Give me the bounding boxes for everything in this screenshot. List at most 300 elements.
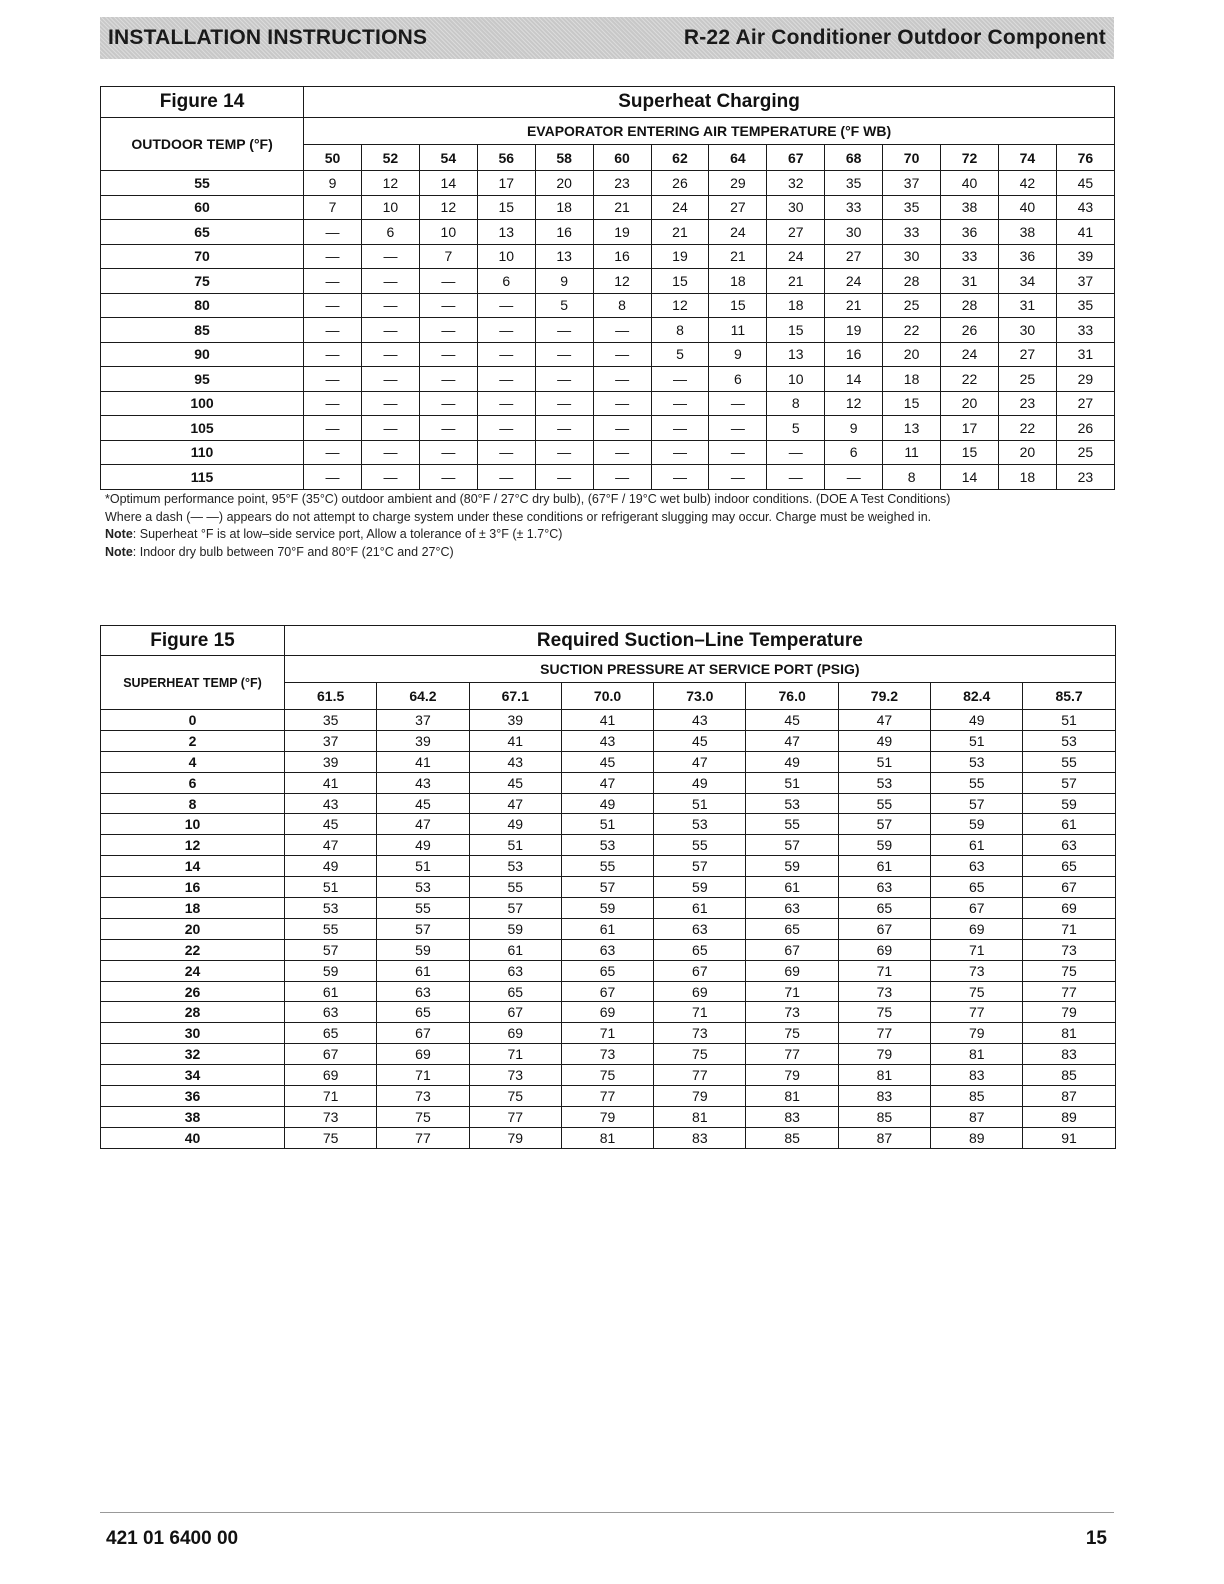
table-cell: 77 [1023,981,1115,1002]
table-row [101,751,1116,772]
table-cell: 51 [561,814,653,835]
table-cell: — [477,367,535,392]
table-cell: 85 [838,1106,930,1127]
row-label: 115 [101,465,304,490]
table-cell: 27 [709,195,767,220]
table-cell: 12 [593,269,651,294]
figure-14-notes [105,491,1105,561]
table-cell: — [304,293,362,318]
page-number: 15 [1085,1528,1107,1549]
table-cell: 79 [469,1127,561,1148]
table-cell: 59 [838,835,930,856]
row-label: 12 [101,835,285,856]
table-cell: 73 [285,1106,377,1127]
column-header: 58 [535,145,593,171]
table-cell: — [304,244,362,269]
table-cell: 21 [651,220,709,245]
table-cell: 40 [941,171,999,196]
table-cell: 13 [767,342,825,367]
table-cell: — [709,440,767,465]
table-cell: 45 [561,751,653,772]
table-cell: — [304,367,362,392]
column-header: 67.1 [469,683,561,710]
row-label: 32 [101,1044,285,1065]
table-cell: — [709,465,767,490]
table-row [101,318,1115,343]
table-cell: 27 [1056,391,1114,416]
table-cell: 73 [1023,939,1115,960]
table-cell: 89 [1023,1106,1115,1127]
table-cell: 5 [767,416,825,441]
table-cell: — [593,318,651,343]
table-cell: 18 [998,465,1056,490]
table-cell: — [361,293,419,318]
table-cell: 49 [931,710,1023,731]
row-label: 38 [101,1106,285,1127]
table-row [101,730,1116,751]
table-cell: 55 [469,877,561,898]
table-cell: 51 [931,730,1023,751]
table-cell: 23 [593,171,651,196]
table-cell: 83 [838,1086,930,1107]
table-cell: — [361,318,419,343]
row-label: 30 [101,1023,285,1044]
table-cell: — [419,465,477,490]
table-cell: 55 [746,814,838,835]
table-cell: — [709,416,767,441]
table-cell: — [535,318,593,343]
column-header: 67 [767,145,825,171]
table-cell: — [477,465,535,490]
table-cell: 31 [998,293,1056,318]
table-cell: — [477,342,535,367]
table-cell: 6 [709,367,767,392]
table-cell: — [825,465,883,490]
table-cell: 85 [931,1086,1023,1107]
column-header: 61.5 [285,683,377,710]
table-cell: 7 [304,195,362,220]
row-label: 80 [101,293,304,318]
row-label: 95 [101,367,304,392]
table-cell: 71 [285,1086,377,1107]
table-cell: 73 [746,1002,838,1023]
table-cell: 63 [561,939,653,960]
table-cell: 24 [651,195,709,220]
table-cell: 10 [361,195,419,220]
table-cell: — [651,465,709,490]
table-cell: — [593,342,651,367]
row-label: 55 [101,171,304,196]
table-cell: 83 [746,1106,838,1127]
row-label: 110 [101,440,304,465]
table-cell: — [304,318,362,343]
table-cell: 75 [1023,960,1115,981]
table-cell: 63 [931,856,1023,877]
table-cell: 41 [377,751,469,772]
table-cell: 69 [838,939,930,960]
table-cell: 53 [931,751,1023,772]
table-cell: 69 [469,1023,561,1044]
table-row [101,465,1115,490]
table-cell: 21 [709,244,767,269]
row-label: 22 [101,939,285,960]
table-cell: 45 [1056,171,1114,196]
table-cell: 51 [1023,710,1115,731]
table-cell: 22 [941,367,999,392]
table-cell: 71 [377,1065,469,1086]
table-cell: 24 [767,244,825,269]
table-cell: — [361,416,419,441]
table-cell: — [767,440,825,465]
table-row [101,1106,1116,1127]
table-cell: 75 [838,1002,930,1023]
table-cell: 6 [825,440,883,465]
table-cell: 8 [593,293,651,318]
table-row [101,171,1115,196]
table-cell: 51 [746,772,838,793]
table-cell: 61 [838,856,930,877]
table-cell: — [593,367,651,392]
table-cell: — [477,440,535,465]
table-cell: 65 [838,898,930,919]
table-cell: 43 [654,710,746,731]
table-cell: 10 [419,220,477,245]
table-cell: 20 [883,342,941,367]
table-cell: 81 [561,1127,653,1148]
table-cell: 59 [469,918,561,939]
note-optimum-point: *Optimum performance point, 95°F (35°C) outdoor ambient and (80°F / 27°C dry bulb), (67°F / 19°C wet bulb) indoor conditions. (DOE A Test Conditions) [105,492,951,506]
row-label: 34 [101,1065,285,1086]
table-row [101,440,1115,465]
table-cell: 32 [767,171,825,196]
table-cell: 20 [941,391,999,416]
table-row [101,981,1116,1002]
row-label: 40 [101,1127,285,1148]
table-cell: 59 [1023,793,1115,814]
table-cell: 71 [1023,918,1115,939]
table-cell: 65 [561,960,653,981]
table-cell: 89 [931,1127,1023,1148]
table-cell: 83 [931,1065,1023,1086]
table-cell: 73 [469,1065,561,1086]
table-cell: 55 [561,856,653,877]
table-cell: 53 [654,814,746,835]
table-row [101,269,1115,294]
table-cell: 61 [654,898,746,919]
note-dash-warning: Where a dash (— —) appears do not attempt to charge system under these conditions or refrigerant slugging may occur. Charge must be weighed in. [105,509,932,524]
column-header: 85.7 [1023,683,1115,710]
table-cell: 33 [941,244,999,269]
table-cell: — [709,391,767,416]
table-cell: 81 [654,1106,746,1127]
table-cell: 77 [377,1127,469,1148]
table-cell: 63 [746,898,838,919]
table-cell: 53 [561,835,653,856]
table-cell: 63 [654,918,746,939]
column-header: 72 [941,145,999,171]
table-cell: 57 [377,918,469,939]
table-row [101,793,1116,814]
table-cell: 71 [469,1044,561,1065]
note-label: Note [105,544,133,559]
table-cell: 65 [746,918,838,939]
table-cell: 67 [285,1044,377,1065]
table-cell: 28 [941,293,999,318]
table-cell: 16 [535,220,593,245]
table-cell: 79 [1023,1002,1115,1023]
table-cell: — [535,342,593,367]
table-cell: 49 [746,751,838,772]
table-cell: 55 [654,835,746,856]
table-cell: 27 [998,342,1056,367]
table-cell: 45 [469,772,561,793]
table-cell: — [361,342,419,367]
table-cell: 38 [941,195,999,220]
table-cell: — [593,391,651,416]
table-row [101,342,1115,367]
table-cell: 81 [1023,1023,1115,1044]
table-cell: 75 [561,1065,653,1086]
column-header: 56 [477,145,535,171]
table-cell: 67 [377,1023,469,1044]
table-cell: — [651,416,709,441]
table-cell: — [304,416,362,441]
table-cell: 53 [746,793,838,814]
table-row [101,960,1116,981]
column-header: 64 [709,145,767,171]
table-cell: — [593,465,651,490]
table-cell: 91 [1023,1127,1115,1148]
table-cell: 47 [377,814,469,835]
column-header: 79.2 [838,683,930,710]
table-cell: — [304,220,362,245]
header-left-title: INSTALLATION INSTRUCTIONS [108,26,428,49]
row-label: 18 [101,898,285,919]
table-cell: 10 [767,367,825,392]
table-cell: 85 [1023,1065,1115,1086]
table-cell: 45 [377,793,469,814]
table-cell: 49 [377,835,469,856]
table-cell: 51 [285,877,377,898]
table-cell: 37 [377,710,469,731]
table-row [101,1065,1116,1086]
table-cell: 63 [377,981,469,1002]
table-cell: 15 [477,195,535,220]
table-cell: 36 [941,220,999,245]
table-row [101,814,1116,835]
page-header-banner [100,17,1114,59]
table-cell: 19 [651,244,709,269]
table-cell: 37 [883,171,941,196]
table-cell: 47 [285,835,377,856]
table-cell: 15 [709,293,767,318]
table-cell: 37 [285,730,377,751]
table-cell: 14 [419,171,477,196]
column-header: 73.0 [654,683,746,710]
figure-14-title: Superheat Charging [304,87,1115,118]
table-cell: 81 [931,1044,1023,1065]
table-cell: — [419,342,477,367]
table-cell: 24 [825,269,883,294]
table-cell: — [593,440,651,465]
table-cell: 22 [998,416,1056,441]
table-row [101,367,1115,392]
table-cell: 63 [1023,835,1115,856]
figure-15-label: Figure 15 [101,626,285,656]
table-cell: 21 [825,293,883,318]
table-cell: 75 [377,1106,469,1127]
table-cell: 49 [654,772,746,793]
table-cell: 87 [931,1106,1023,1127]
table-cell: 18 [883,367,941,392]
table-row [101,856,1116,877]
table-cell: 42 [998,171,1056,196]
table-cell: 21 [593,195,651,220]
table-cell: 55 [285,918,377,939]
table-cell: 71 [931,939,1023,960]
table-cell: 30 [825,220,883,245]
row-label: 60 [101,195,304,220]
table-cell: 57 [654,856,746,877]
table-cell: — [419,416,477,441]
table-cell: 35 [285,710,377,731]
table-cell: 81 [838,1065,930,1086]
table-cell: 39 [1056,244,1114,269]
table-cell: 67 [561,981,653,1002]
table-cell: 43 [377,772,469,793]
table-cell: 77 [838,1023,930,1044]
table-cell: 16 [593,244,651,269]
table-cell: 26 [1056,416,1114,441]
table-cell: 35 [1056,293,1114,318]
table-cell: — [419,367,477,392]
table-cell: 20 [535,171,593,196]
row-label: 100 [101,391,304,416]
table-row [101,939,1116,960]
table-cell: 75 [746,1023,838,1044]
table-cell: 83 [1023,1044,1115,1065]
table-row [101,898,1116,919]
table-cell: 79 [838,1044,930,1065]
table-cell: 55 [377,898,469,919]
table-cell: 16 [825,342,883,367]
table-cell: 77 [746,1044,838,1065]
table-cell: 22 [883,318,941,343]
table-cell: 29 [709,171,767,196]
column-header: 76 [1056,145,1114,171]
table-cell: 9 [709,342,767,367]
table-cell: 75 [285,1127,377,1148]
table-cell: 43 [469,751,561,772]
footer-divider [100,1512,1114,1513]
table-cell: 59 [285,960,377,981]
table-cell: 15 [767,318,825,343]
table-cell: 24 [709,220,767,245]
table-cell: — [361,269,419,294]
table-cell: 11 [709,318,767,343]
table-cell: 73 [377,1086,469,1107]
table-row [101,244,1115,269]
table-cell: 65 [931,877,1023,898]
table-cell: 14 [941,465,999,490]
table-cell: 69 [746,960,838,981]
table-cell: 47 [746,730,838,751]
table-cell: 7 [419,244,477,269]
table-cell: 61 [561,918,653,939]
table-cell: 69 [561,1002,653,1023]
row-label: 36 [101,1086,285,1107]
table-cell: 41 [1056,220,1114,245]
table-cell: 15 [883,391,941,416]
table-cell: — [651,440,709,465]
table-cell: 38 [998,220,1056,245]
table-cell: 67 [746,939,838,960]
table-cell: 79 [561,1106,653,1127]
column-header: 74 [998,145,1056,171]
figure-15-column-group-header: SUCTION PRESSURE AT SERVICE PORT (PSIG) [285,656,1116,683]
figure-14-column-group-header: EVAPORATOR ENTERING AIR TEMPERATURE (°F WB) [304,118,1115,145]
row-label: 8 [101,793,285,814]
table-cell: 30 [767,195,825,220]
table-cell: 73 [561,1044,653,1065]
column-header: 52 [361,145,419,171]
table-cell: 33 [883,220,941,245]
table-cell: 43 [285,793,377,814]
table-cell: 65 [1023,856,1115,877]
row-label: 70 [101,244,304,269]
table-cell: 81 [746,1086,838,1107]
table-cell: 67 [469,1002,561,1023]
table-row [101,1086,1116,1107]
table-cell: 12 [651,293,709,318]
table-cell: 9 [535,269,593,294]
table-cell: 8 [767,391,825,416]
table-cell: 41 [561,710,653,731]
figure-15-title: Required Suction–Line Temperature [285,626,1116,656]
table-cell: 55 [931,772,1023,793]
table-cell: 25 [1056,440,1114,465]
table-cell: 73 [838,981,930,1002]
table-row [101,293,1115,318]
table-cell: 45 [746,710,838,731]
table-cell: 59 [561,898,653,919]
table-cell: 69 [654,981,746,1002]
column-header: 76.0 [746,683,838,710]
table-row [101,710,1116,731]
row-label: 2 [101,730,285,751]
table-cell: 51 [377,856,469,877]
table-cell: 14 [825,367,883,392]
table-cell: 75 [931,981,1023,1002]
table-cell: 61 [285,981,377,1002]
table-cell: 43 [561,730,653,751]
table-cell: 47 [561,772,653,793]
table-row [101,835,1116,856]
table-cell: 67 [1023,877,1115,898]
figure-15-table [100,625,1116,1149]
table-cell: 47 [469,793,561,814]
table-cell: 41 [469,730,561,751]
table-cell: 61 [469,939,561,960]
table-cell: 77 [654,1065,746,1086]
table-cell: 17 [941,416,999,441]
row-label: 4 [101,751,285,772]
table-cell: 21 [767,269,825,294]
table-cell: 35 [883,195,941,220]
table-cell: — [419,440,477,465]
table-row [101,1044,1116,1065]
table-cell: 55 [1023,751,1115,772]
